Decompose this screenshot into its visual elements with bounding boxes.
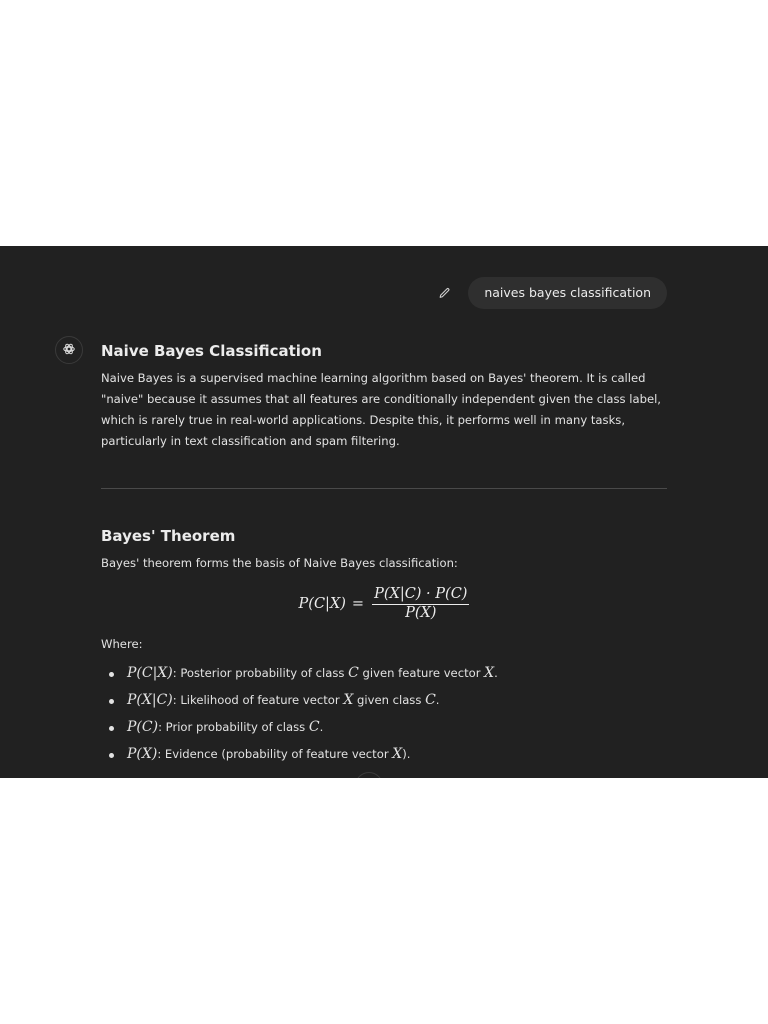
section-title-naive-bayes: Naive Bayes Classification bbox=[101, 342, 322, 360]
intro-paragraph: Naive Bayes is a supervised machine learning algorithm based on Bayes' theorem. It is called "naive" because it assumes that all features are conditionally independent given the class label, which is rarely true in real-world applications. Despite this, it performs well in many tasks, particularly in text classification and spam filtering. bbox=[101, 371, 661, 448]
def-text: . bbox=[319, 720, 324, 734]
def-math: C bbox=[308, 719, 320, 735]
assistant-avatar bbox=[55, 336, 83, 364]
def-math: X bbox=[392, 746, 403, 762]
where-label: Where: bbox=[101, 637, 143, 651]
def-math: P(C|X) bbox=[127, 665, 173, 681]
def-text: . bbox=[435, 693, 440, 707]
theorem-intro: Bayes' theorem forms the basis of Naive Bayes classification: bbox=[101, 556, 458, 570]
list-item bbox=[101, 714, 667, 741]
def-text: : Likelihood of feature vector bbox=[172, 693, 344, 707]
def-math: P(X) bbox=[127, 746, 158, 762]
def-math: X bbox=[343, 692, 354, 708]
formula-numerator: P(X|C) · P(C) bbox=[372, 586, 469, 605]
def-text: . bbox=[494, 666, 498, 680]
def-text: : Posterior probability of class bbox=[172, 666, 349, 680]
pencil-icon[interactable] bbox=[436, 285, 452, 301]
section-divider bbox=[101, 488, 667, 489]
list-item bbox=[101, 687, 667, 714]
assistant-answer bbox=[101, 340, 667, 768]
def-text: given class bbox=[353, 693, 426, 707]
formula-lhs: P(C|X) bbox=[298, 596, 346, 612]
def-text: given feature vector bbox=[358, 666, 485, 680]
chat-screenshot bbox=[0, 246, 768, 778]
section-title-bayes-theorem: Bayes' Theorem bbox=[101, 527, 236, 545]
def-math: C bbox=[348, 665, 359, 681]
list-item bbox=[101, 660, 667, 687]
def-text: : Evidence (probability of feature vector bbox=[157, 747, 393, 761]
def-text: ). bbox=[402, 747, 411, 761]
user-message-bubble: naives bayes classification bbox=[468, 277, 667, 309]
formula-denominator: P(X) bbox=[405, 605, 437, 621]
def-math: X bbox=[484, 665, 495, 681]
scroll-down-button[interactable] bbox=[355, 772, 383, 778]
bayes-formula bbox=[101, 584, 667, 624]
formula-equals: = bbox=[351, 596, 365, 612]
def-math: C bbox=[425, 692, 436, 708]
formula-fraction bbox=[372, 586, 469, 622]
def-math: P(X|C) bbox=[127, 692, 173, 708]
bayes-theorem-section bbox=[101, 525, 667, 768]
openai-logo-icon bbox=[62, 341, 76, 360]
list-item bbox=[101, 741, 667, 768]
user-message-row bbox=[436, 277, 667, 309]
def-text: : Prior probability of class bbox=[158, 720, 309, 734]
definitions-list bbox=[101, 660, 667, 768]
def-math: P(C) bbox=[127, 719, 159, 735]
